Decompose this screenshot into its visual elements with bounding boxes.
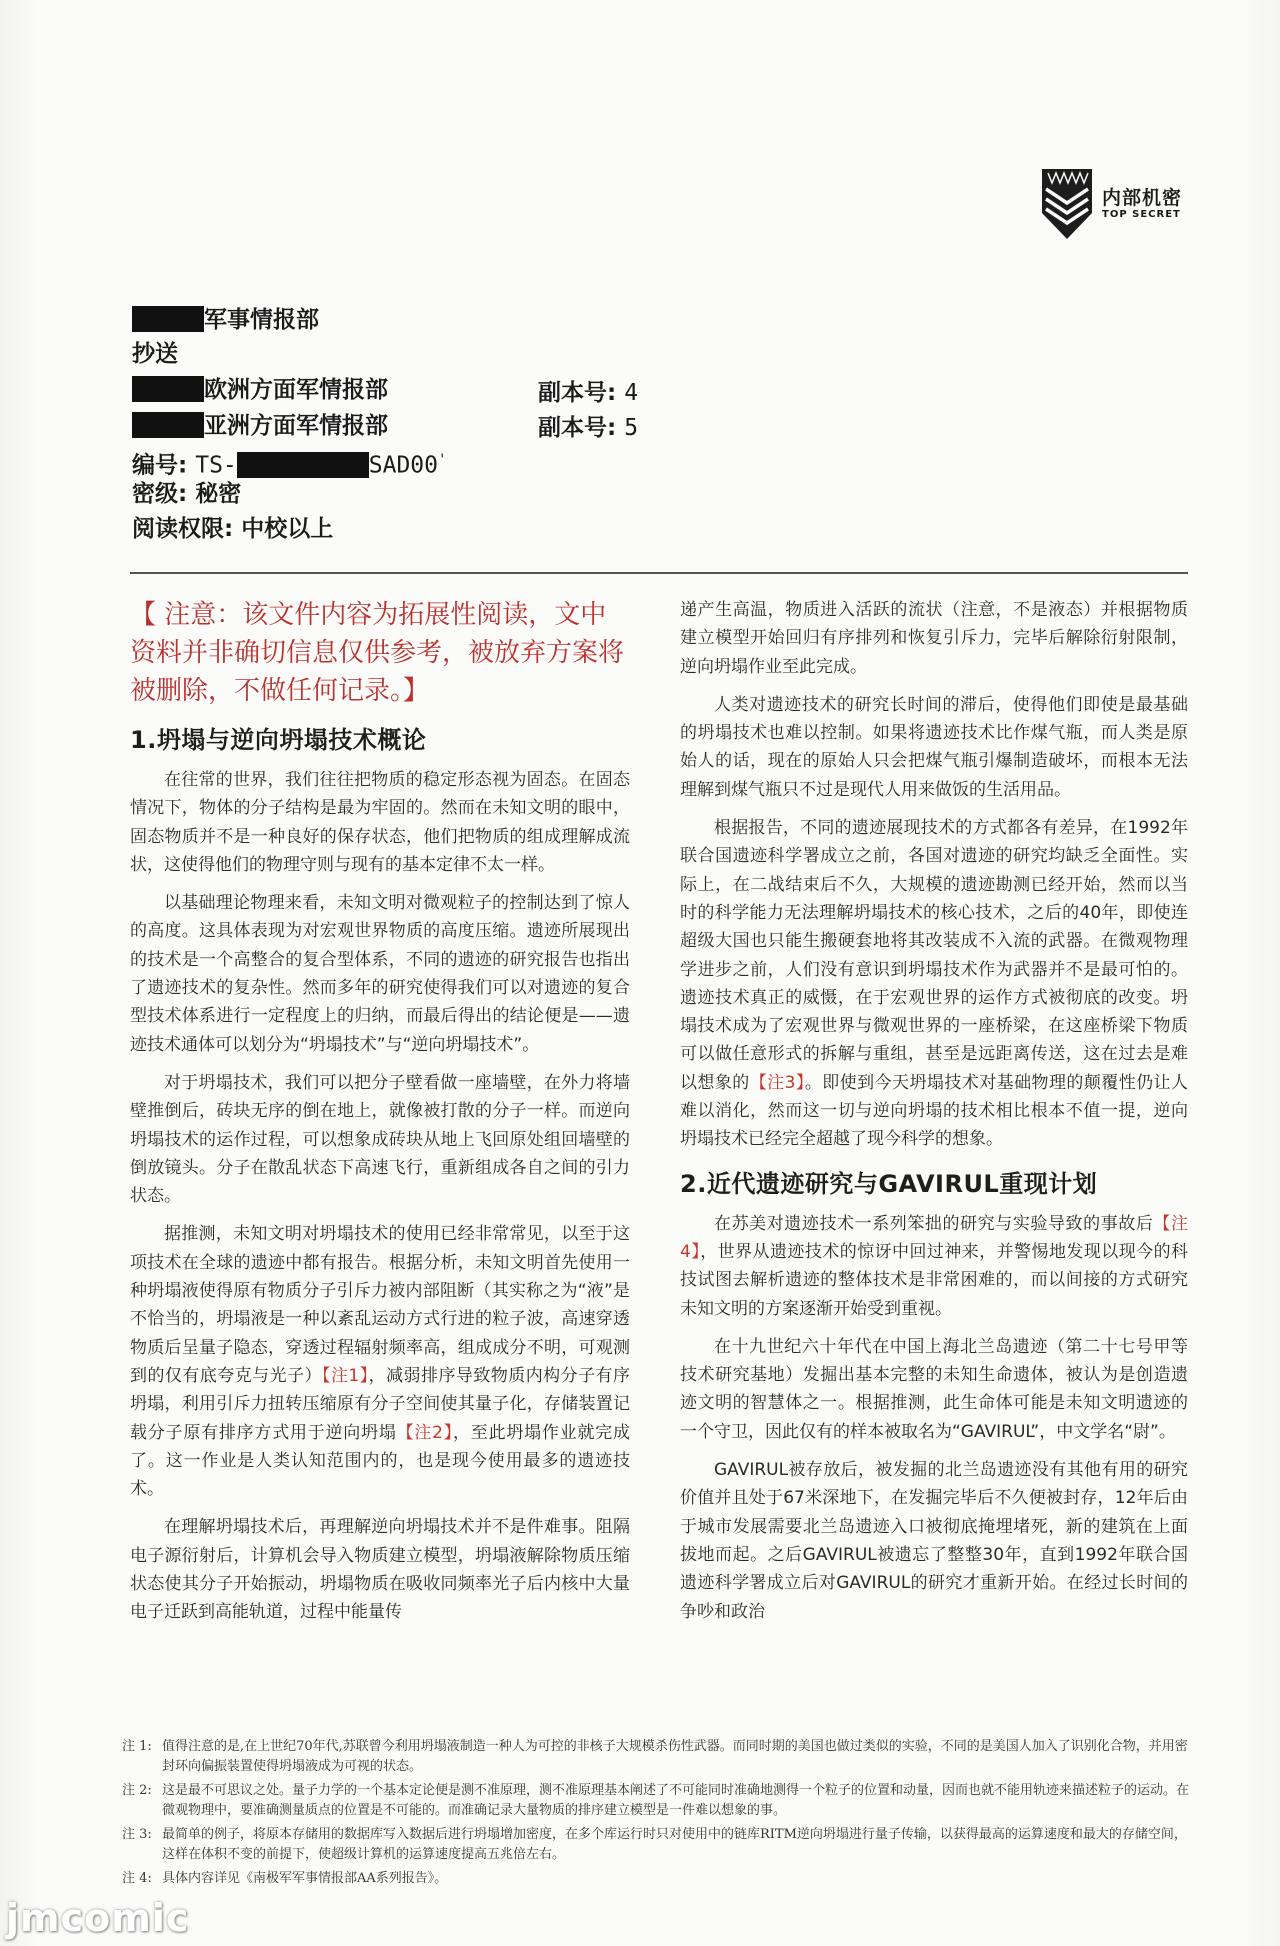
top-secret-badge [1038,165,1198,245]
badge-title-en: TOP SECRET [1102,209,1181,220]
footnote-label: 注 4: [122,1871,152,1886]
footnote-2 [122,1781,1197,1821]
section-1-paragraph-2: 以基础理论物理来看，未知文明对微观粒子的控制达到了惊人的高度。这具体表现为对宏观世界物质的高度压缩。遗迹所展现出的技术是一个高整合的复合型体系，不同的遗迹的研究报告也指出了遗迹技术的复杂性。然而多年的研究使得我们可以对遗迹的复合型技术体系进行一定程度上的归纳，而最后得出的结论便是——遗迹技术通体可以划分为“坍塌技术”与“逆向坍塌技术”。 [130,893,630,1055]
redaction-bar [132,306,204,332]
copy-number-value: 5 [624,415,639,441]
header-serial [132,445,446,481]
serial-prefix: TS- [195,452,237,479]
serial-mark: ' [438,452,447,468]
section-1-paragraph-3: 对于坍塌技术，我们可以把分子壁看做一座墙壁，在外力将墙壁推倒后，砖块无序的倒在地上，就像被打散的分子一样。而逆向坍塌技术的运作过程，可以想象成砖块从地上飞回原处组回墙壁的倒放镜头。分子在散乱状态下高速飞行，重新组成各自之间的引力状态。 [130,1072,630,1207]
footnotes [122,1737,1197,1893]
serial-suffix: SAD00 [368,452,439,479]
paragraph-text: 据推测，未知文明对坍塌技术的使用已经非常常见，以至于这项技术在全球的遗迹中都有报告。根据分析，未知文明首先使用一种坍塌液使得原有物质分子引斥力被内部阻断（其实称之为“液”是不恰当的，坍塌液是一种以紊乱运动方式行进的粒子波，高速穿透物质后呈量子隐态，穿透过程辐射频率高，组成成分不明，可观测到的仅有底夸克与光子） [130,1224,630,1386]
footnote-text: 具体内容详见《南极军军事情报部AA系列报告》。 [162,1871,448,1886]
header-cc-europe [132,375,388,405]
section-1-paragraph-5: 在理解坍塌技术后，再理解逆向坍塌技术并不是件难事。阻隔电子源衍射后，计算机会导入物质建立模型，坍塌液解除物质压缩状态使其分子开始振动，坍塌物质在吸收同频率光子后内核中大量电子迁跃到高能轨道，过程中能量传 [130,1517,630,1623]
access-label: 阅读权限: [132,516,234,542]
footnote-ref-2[interactable]: 【注2】 [396,1422,454,1443]
right-paragraph-2: 人类对遗迹技术的研究长时间的滞后，使得他们即使是最基础的坍塌技术也难以控制。如果将遗迹技术比作煤气瓶，而人类是原始人的话，现在的原始人只会把煤气瓶引爆制造破坏，而根本无法理解到煤气瓶只不过是现代人用来做饭的生活用品。 [680,694,1188,800]
footnote-text: 最简单的例子，将原本存储用的数据库写入数据后进行坍塌增加密度，在多个库运行时只对使用中的链库RITM逆向坍塌进行量子传输，以获得最高的运算速度和最大的存储空间，这样在体积不变的前提下，使超级计算机的运算速度提高五兆倍左右。 [162,1827,1187,1862]
right-column [680,596,1188,1636]
footnote-label: 注 1: [122,1739,152,1754]
section-1-title: 1.坍塌与逆向坍塌技术概论 [130,726,427,754]
header-cc: 抄送 [132,341,178,367]
footnote-label: 注 3: [122,1827,152,1842]
paragraph-text: 根据报告，不同的遗迹展现技术的方式都各有差异，在1992年联合国遗迹科学署成立之前，各国对遗迹的研究均缺乏全面性。实际上，在二战结束后不久，大规模的遗迹勘测已经开始，然而以当时的科学能力无法理解坍塌技术的核心技术，之后的40年，即使连超级大国也只能生搬硬套地将其改装成不入流的武器。在微观物理学进步之前，人们没有意识到坍塌技术作为武器并不是最可怕的。遗迹技术真正的威慑，在于宏观世界的运作方式被彻底的改变。坍塌技术成为了宏观世界与微观世界的一座桥梁，在这座桥梁下物质可以做任意形式的拆解与重组，甚至是远距离传送，这在过去是难以想象的 [680,818,1188,1093]
section-2-paragraph-1 [680,1210,1188,1323]
header-divider [130,572,1188,574]
footnote-text: 值得注意的是,在上世纪70年代,苏联曾今利用坍塌液制造一种人为可控的非核子大规模杀伤性武器。而同时期的美国也做过类似的实验，不同的是美国人加入了识别化合物，并用密封环向偏振装置使得坍塌液成为可视的状态。 [162,1739,1188,1774]
redaction-bar [132,412,204,438]
header-cc-asia [132,411,388,441]
redaction-bar [132,376,204,402]
footnote-1 [122,1737,1197,1777]
paragraph-text: ，至此坍塌作业就完成了。这一作业是人类认知范围内的，也是现今使用最多的遗迹技术。 [130,1422,630,1500]
cc-europe-label: 欧洲方面军情报部 [204,377,388,403]
cc-asia-label: 亚洲方面军情报部 [204,413,388,439]
right-paragraph-1: 递产生高温，物质进入活跃的流状（注意，不是液态）并根据物质建立模型开始回归有序排列和恢复引斥力，完毕后解除衍射限制，逆向坍塌作业至此完成。 [680,600,1188,677]
redaction-bar [237,452,369,478]
section-2-paragraph-3: GAVIRUL被存放后，被发掘的北兰岛遗迹没有其他有用的研究价值并且处于67米深地下，在发掘完毕后不久便被封存，12年后由于城市发展需要北兰岛遗迹入口被彻底掩埋堵死，新的建筑在上面拔地而起。之后GAVIRUL被遗忘了整整30年，直到1992年联合国遗迹科学署成立后对GAVIRUL的研究才重新开始。在经过长时间的争吵和政治 [680,1460,1188,1622]
section-2-title: 2.近代遗迹研究与GAVIRUL重现计划 [680,1169,1098,1198]
section-1-paragraph-4 [130,1220,630,1503]
section-2-paragraph-2: 在十九世纪六十年代在中国上海北兰岛遗迹（第二十七号甲等技术研究基地）发掘出基本完整的未知生命遗体，被认为是创造遗迹文明的智慧体之一。根据推测，此生命体可能是未知文明遗迹的一个守卫，因此仅有的样本被取名为“GAVIRUL”，中文学名“尉”。 [680,1336,1188,1442]
watermark: jmcomic [6,1896,190,1940]
notice-text: 【 注意：该文件内容为拓展性阅读，文中资料并非确切信息仅供参考，被放弃方案将被删除，不做任何记录。】 [130,600,625,706]
footnote-ref-3[interactable]: 【注3】 [749,1072,805,1093]
footnote-ref-4[interactable]: 【注4】 [680,1213,1188,1262]
paragraph-text: 。即使到今天坍塌技术对基础物理的颠覆性仍让人难以消化，然而这一切与逆向坍塌的技术相比根本不值一提，逆向坍塌技术已经完全超越了现今科学的想象。 [680,1072,1189,1150]
footnote-ref-1[interactable]: 【注1】 [322,1365,369,1386]
copy-number-label: 副本号: [538,415,617,441]
badge-title-cn: 内部机密 [1102,187,1183,209]
paragraph-text: 在苏美对遗迹技术一系列笨拙的研究与实验导致的事故后 [714,1213,1154,1234]
footnote-4 [122,1869,1197,1889]
footnote-text: 这是最不可思议之处。量子力学的一个基本定论便是测不准原理，测不准原理基本阐述了不可能同时准确地测得一个粒子的位置和动量，因而也就不能用轨迹来描述粒子的运动。在微观物理中，要准确测量质点的位置是不可能的。而准确记录大量物质的排序建立模型是一件难以想象的事。 [162,1783,1190,1818]
paragraph-text: ，世界从遗迹技术的惊讶中回过神来，并警惕地发现以现今的科技试图去解析遗迹的整体技术是非常困难的，而以间接的方式研究未知文明的方案逐渐开始受到重视。 [680,1241,1188,1319]
copy-number-1 [538,378,638,408]
copy-number-2 [538,413,638,443]
classification-value: 秘密 [195,481,242,507]
access-value: 中校以上 [241,516,334,542]
header-recipient [132,305,319,335]
recipient-label: 军事情报部 [204,307,319,333]
copy-number-value: 4 [624,380,639,406]
left-column [130,596,630,1637]
shield-emblem-icon [1038,165,1096,243]
classification-label: 密级: [132,481,188,507]
section-1-paragraph-1: 在往常的世界，我们往往把物质的稳定形态视为固态。在固态情况下，物体的分子结构是最为牢固的。然而在未知文明的眼中，固态物质并不是一种良好的保存状态，他们把物质的组成理解成流状，这使得他们的物理守则与现有的基本定律不太一样。 [130,770,630,875]
header-access [132,514,333,544]
serial-label: 编号: [132,452,188,479]
header-classification [132,479,241,509]
footnote-label: 注 2: [122,1783,152,1798]
paragraph-text: ，减弱排序导致物质内构分子有序坍塌，利用引斥力扭转压缩原有分子空间使其量子化，存储装置记载分子原有排序方式用于逆向坍塌 [130,1365,630,1443]
right-paragraph-3 [680,814,1188,1154]
footnote-3 [122,1825,1197,1865]
copy-number-label: 副本号: [538,380,617,406]
